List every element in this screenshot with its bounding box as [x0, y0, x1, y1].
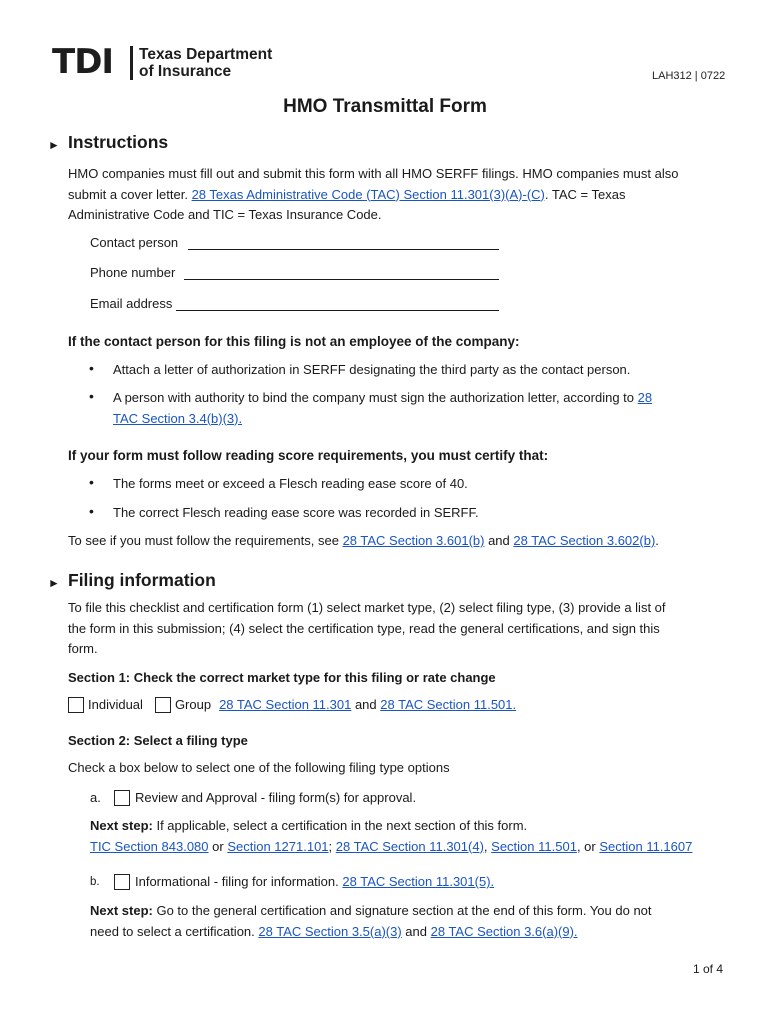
instructions-line3: Administrative Code and TIC = Texas Insurance Code. [68, 207, 382, 222]
informational-checkbox[interactable] [114, 874, 130, 890]
phone-number-label: Phone number [90, 265, 176, 280]
filing-paragraph [68, 598, 738, 660]
next-a-or2: , or [576, 838, 600, 854]
contact-bullet-2 [113, 388, 713, 429]
agency-name-line2: of Insurance [139, 63, 232, 80]
next-a-comma: , [483, 838, 492, 854]
instructions-line2-prefix: submit a cover letter. [68, 186, 192, 202]
next-step-a-label: Next step: [90, 818, 153, 833]
bullet-icon: • [89, 360, 94, 376]
agency-name [139, 46, 272, 80]
tac-3-5-link[interactable]: 28 TAC Section 3.5(a)(3) [258, 923, 402, 939]
filing-line1: To file this checklist and certification form (1) select market type, (2) select filing type, (3) provide a list of [68, 600, 666, 615]
section2-intro: Check a box below to select one of the following filing type options [68, 760, 450, 775]
form-code: LAH312 | 0722 [652, 70, 726, 82]
option-b-row [90, 872, 494, 893]
section1-and: and [351, 697, 381, 712]
page-title: HMO Transmittal Form [283, 96, 487, 117]
option-a-row [90, 788, 416, 809]
section-1271-101-link[interactable]: Section 1271.101 [227, 838, 329, 854]
section-11-501-link[interactable]: Section 11.501 [491, 838, 577, 854]
contact-person-label: Contact person [90, 235, 179, 250]
agency-name-line1: Texas Department [139, 46, 273, 63]
tac-11-301-5-link[interactable]: 28 TAC Section 11.301(5). [342, 874, 495, 889]
bullet-icon: • [89, 474, 94, 490]
instructions-heading: Instructions [68, 132, 169, 152]
individual-label: Individual [88, 697, 143, 712]
individual-checkbox[interactable] [68, 697, 84, 713]
reading-bullet-2: The correct Flesch reading ease score was recorded in SERFF. [113, 505, 479, 520]
see-prefix: To see if you must follow the requirements, see [68, 533, 343, 548]
bullet-icon: • [89, 503, 94, 519]
next-a-or1: or [208, 838, 228, 854]
section-11-1607-link[interactable]: Section 11.1607 [599, 838, 693, 854]
tdi-logo-abbr: TDI [52, 42, 114, 82]
next-step-b-text1: Go to the general certification and signature section at the end of this form. You do not [152, 903, 652, 918]
group-checkbox[interactable] [155, 697, 171, 713]
email-address-field[interactable] [176, 296, 499, 311]
reading-heading: If your form must follow reading score requirements, you must certify that: [68, 448, 549, 463]
triangle-icon: ► [48, 576, 60, 590]
email-address-label: Email address [90, 296, 173, 311]
option-b-marker: b. [90, 876, 100, 888]
next-step-a [90, 816, 750, 857]
tac-11-301-4-link[interactable]: 28 TAC Section 11.301(4) [335, 838, 484, 854]
next-a-semi: ; [328, 838, 336, 854]
filing-line2: the form in this submission; (4) select the certification type, read the general certifications, and sign this [68, 620, 660, 636]
page-number: 1 of 4 [693, 962, 724, 976]
instructions-paragraph [68, 164, 738, 226]
logo-divider [130, 46, 133, 80]
filing-heading: Filing information [68, 570, 216, 590]
tac-3-601-link[interactable]: 28 TAC Section 3.601(b) [342, 533, 485, 548]
phone-number-field[interactable] [184, 265, 499, 280]
tac-3-4-link-part2[interactable]: TAC Section 3.4(b)(3). [113, 410, 243, 426]
reading-bullet-1: The forms meet or exceed a Flesch reading ease score of 40. [113, 476, 468, 491]
bullet-icon: • [89, 388, 94, 404]
tac-3-6-link[interactable]: 28 TAC Section 3.6(a)(9). [430, 923, 578, 939]
tac-11-301-link[interactable]: 28 Texas Administrative Code (TAC) Section 11.301(3)(A)-(C) [191, 186, 545, 202]
option-a-label: Review and Approval - filing form(s) for approval. [135, 790, 417, 805]
next-step-a-text: If applicable, select a certification in the next section of this form. [152, 818, 528, 833]
group-label: Group [174, 697, 212, 712]
option-b-label: Informational - filing for information. [135, 874, 343, 889]
contact-heading: If the contact person for this filing is not an employee of the company: [68, 334, 520, 349]
next-b-and: and [401, 923, 431, 939]
filing-line3: form. [68, 641, 98, 656]
instructions-line1: HMO companies must fill out and submit this form with all HMO SERFF filings. HMO companies must also [68, 166, 679, 181]
market-type-row [68, 695, 516, 716]
instructions-line2-suffix: . TAC = Texas [544, 186, 626, 202]
reading-see-line [68, 531, 659, 552]
tic-843-080-link[interactable]: TIC Section 843.080 [90, 838, 209, 854]
section1-heading: Section 1: Check the correct market type for this filing or rate change [68, 670, 496, 685]
tac-11-501-link[interactable]: 28 TAC Section 11.501. [380, 697, 517, 712]
see-suffix: . [655, 533, 659, 548]
review-approval-checkbox[interactable] [114, 790, 130, 806]
instructions-line2 [68, 185, 738, 206]
tac-11-301-section-link[interactable]: 28 TAC Section 11.301 [219, 697, 352, 712]
tac-3-4-link-part1[interactable]: 28 [637, 390, 653, 405]
contact-bullet-1: Attach a letter of authorization in SERFF designating the third party as the contact person. [113, 362, 631, 377]
triangle-icon: ► [48, 138, 60, 152]
next-step-b-label: Next step: [90, 903, 153, 918]
see-and: and [484, 533, 514, 548]
tac-3-602-link[interactable]: 28 TAC Section 3.602(b) [513, 533, 656, 548]
next-step-b-text2: need to select a certification. [90, 923, 259, 939]
contact-person-field[interactable] [188, 235, 499, 250]
contact-bullet-2-text: A person with authority to bind the company must sign the authorization letter, according to [113, 390, 638, 405]
next-step-b [90, 901, 750, 942]
option-a-marker: a. [90, 790, 101, 805]
section2-heading: Section 2: Select a filing type [68, 733, 248, 748]
